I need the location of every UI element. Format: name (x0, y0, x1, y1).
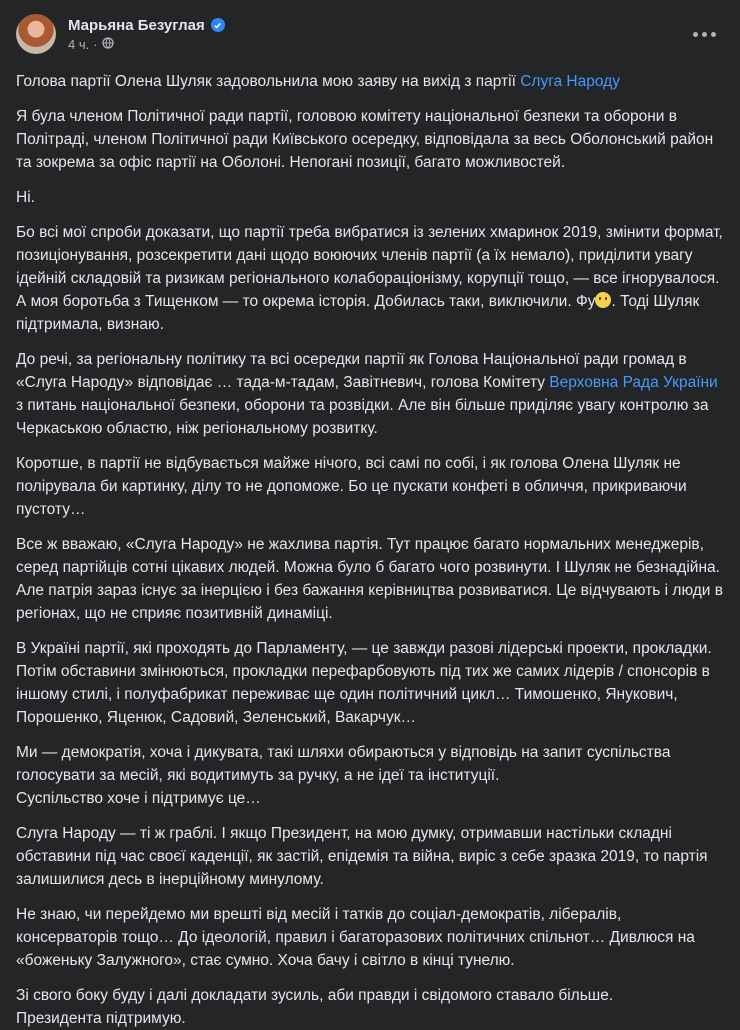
paragraph-10: Слуга Народу — ті ж граблі. І якщо Президент, на мою думку, отримавши настільки складні обставини під час своєї каденції, як застій, епідемія та війна, виріс з себе зразка 2019, то партія залишилися десь в інерційному минулому. (16, 825, 708, 888)
paragraph-3: Ні. (16, 189, 35, 206)
paragraph-5: До речі, за регіональну політику та всі осередки партії як Голова Національної ради громад в «Слуга Народу» відповідає … тада-м-тадам, Завітневич, голова Комітету Верховна Рада України з питань національної безпеки, оборони та розвідки. Але він більше приділяє увагу контролю за Черкаською областю, ніж регіональному розвитку. (16, 351, 718, 437)
paragraph-1: Голова партії Олена Шуляк задовольнила мою заяву на вихід з партії Слуга Народу (16, 73, 620, 90)
author-meta (68, 17, 225, 52)
rada-link[interactable]: Верховна Рада України (549, 374, 718, 391)
author-avatar[interactable] (16, 14, 56, 54)
verified-badge-icon (211, 18, 225, 32)
paragraph-12: Зі свого боку буду і далі докладати зусиль, аби правди і свідомого ставало більше. Президента підтримую. (16, 987, 614, 1027)
paragraph-6: Коротше, в партії не відбувається майже нічого, всі самі по собі, і як голова Олена Шуляк не полірувала би картинку, ділу то не допоможе. Бо це пускати конфеті в обличчя, прикриваючи пустоту… (16, 455, 687, 518)
more-options-icon[interactable] (686, 22, 722, 46)
party-link[interactable]: Слуга Народу (520, 73, 620, 90)
post-header (16, 8, 724, 60)
paragraph-7: Все ж вважаю, «Слуга Народу» не жахлива партія. Тут працює багато нормальних менеджерів, серед партійців сотні цікавих людей. Можна було б багато чого розвинути. І Шуляк не безнадійна. Але патрія зараз існує за інерцією і без бажання керівництва розвиватися. Це відчувають і люди в регіонах, що не сприяє позитивній динаміці. (16, 536, 723, 622)
post-time[interactable]: 4 ч. (68, 36, 90, 52)
author-name[interactable]: Марьяна Безуглая (68, 16, 205, 34)
post-text (16, 70, 724, 1030)
paragraph-8: В Україні партії, які проходять до Парламенту, — це завжди разові лідерські проекти, прокладки. Потім обставини змінюються, прокладки перефарбовують під тих же самих лідерів / спонсорів в іншому стилі, і полуфабрикат переживає ще один політичний цикл… Тимошенко, Янукович, Порошенко, Яценюк, Садовий, Зеленський, Вакарчук… (16, 640, 712, 726)
smile-emoji-icon (595, 292, 611, 308)
globe-icon[interactable] (102, 37, 114, 52)
post-subline: 4 ч. · (68, 37, 225, 52)
paragraph-4: Бо всі мої спроби доказати, що партії треба вибратися із зелених хмаринок 2019, змінити формат, позиціонування, розсекретити дані щодо воюючих членів партії (а їх немало), приділити увагу ідейній складовій та ризикам регіонального колабораціонізму, корупції тощо, — все ігнорувалося. А моя боротьба з Тищенком — то окрема історія. Добилась таки, виключили. Фу . Тоді Шуляк підтримала, визнаю. (16, 224, 723, 333)
paragraph-9: Ми — демократія, хоча і дикувата, такі шляхи обираються у відповідь на запит суспільства голосувати за месій, які водитимуть за ручку, а не ідеї та інституції. Суспільство хоче і підтримує це… (16, 744, 671, 807)
name-row (68, 17, 225, 34)
paragraph-11: Не знаю, чи перейдемо ми врешті від месій і татків до соціал-демократів, лібералів, консерваторів тощо… До ідеологій, правил і багаторазових політичних спільнот… Дивлюся на «боженьку Залужного», стає сумно. Хоча бачу і світло в кінці тунелю. (16, 906, 695, 969)
paragraph-2: Я була членом Політичної ради партії, головою комітету національної безпеки та оборони в Політраді, членом Політичної ради Київського осередку, відповідала за весь Оболонський район та зокрема за офіс партії на Оболоні. Непогані позиції, багато можливостей. (16, 108, 714, 171)
